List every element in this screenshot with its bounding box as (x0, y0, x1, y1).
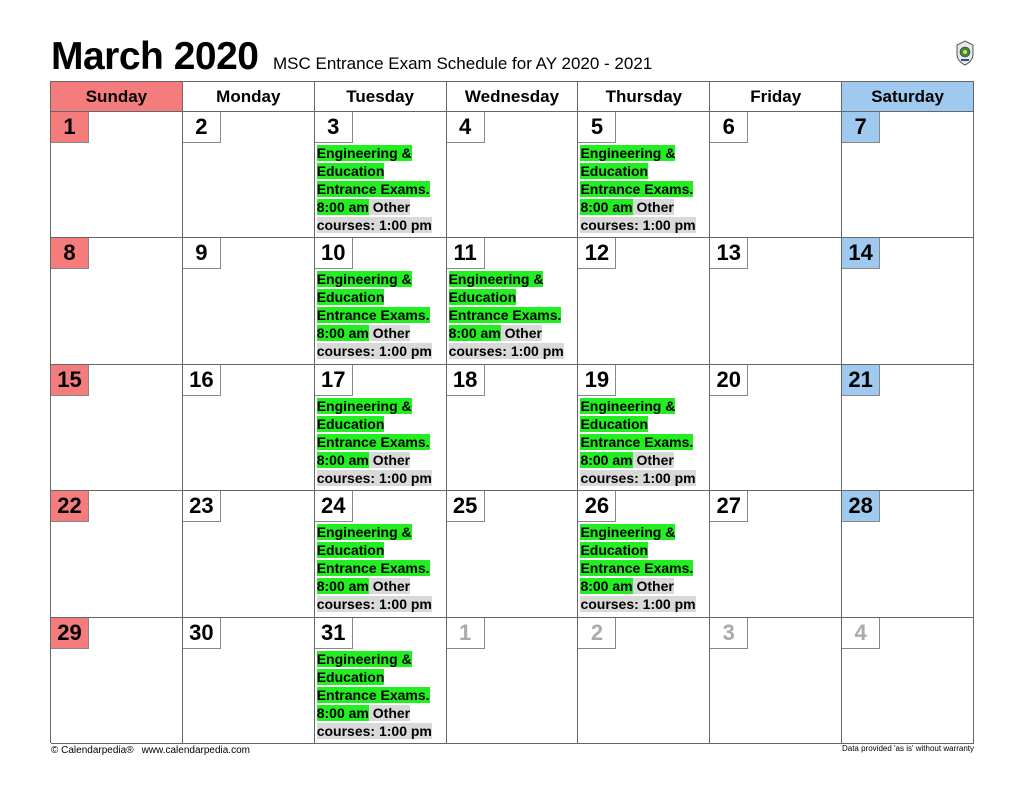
event-line (580, 162, 710, 180)
event-line (449, 342, 579, 360)
day-cell[interactable] (183, 618, 315, 744)
event-line (580, 451, 710, 469)
event-line (317, 469, 447, 487)
event-text: Other (500, 325, 542, 342)
day-cell[interactable] (183, 112, 315, 238)
event-line (317, 433, 447, 451)
day-number: 31 (315, 618, 353, 649)
calendar-header (51, 36, 975, 78)
exam-event (317, 144, 447, 234)
schedule-subtitle: MSC Entrance Exam Schedule for AY 2020 - 2021 (273, 54, 653, 73)
copyright-text: © Calendarpedia® (51, 745, 134, 756)
day-number: 5 (578, 112, 616, 143)
weekday-header-wednesday: Wednesday (447, 82, 579, 112)
exam-event (317, 397, 447, 487)
day-number: 23 (183, 491, 221, 522)
event-text: Entrance Exams. (316, 560, 430, 577)
day-cell[interactable] (842, 112, 974, 238)
event-line (580, 577, 710, 595)
event-text: Other (368, 199, 411, 215)
week-row (51, 238, 974, 364)
event-text: courses: 1:00 pm (580, 469, 696, 486)
event-text: Engineering & (316, 145, 412, 161)
exam-event (317, 650, 447, 740)
event-text: Education (580, 542, 649, 559)
event-text: courses: 1:00 pm (316, 469, 432, 486)
day-cell[interactable] (578, 491, 710, 617)
day-number: 20 (710, 365, 748, 396)
day-cell[interactable] (315, 365, 447, 491)
day-cell[interactable] (710, 365, 842, 491)
event-text: Engineering & (316, 397, 412, 414)
event-line (317, 415, 447, 433)
day-number: 17 (315, 365, 353, 396)
event-line (317, 451, 447, 469)
event-text: Entrance Exams. (580, 181, 694, 197)
day-number: 2 (578, 618, 616, 649)
exam-event (580, 397, 710, 487)
event-text: Other (368, 325, 411, 342)
day-number: 15 (51, 365, 89, 396)
day-cell[interactable] (51, 365, 183, 491)
day-number: 24 (315, 491, 353, 522)
event-text: Engineering & (316, 271, 412, 288)
event-text: courses: 1:00 pm (316, 596, 432, 613)
day-number: 7 (842, 112, 880, 143)
day-cell[interactable] (842, 618, 974, 744)
day-number: 25 (447, 491, 485, 522)
event-line (317, 216, 447, 234)
event-line (317, 541, 447, 559)
day-cell[interactable] (842, 491, 974, 617)
day-cell[interactable] (578, 238, 710, 364)
event-line (580, 523, 710, 541)
event-line (317, 397, 447, 415)
event-text: Engineering & (580, 397, 676, 414)
day-cell[interactable] (315, 491, 447, 617)
event-line (317, 144, 447, 162)
event-text: Other (632, 451, 674, 468)
event-line (449, 270, 579, 288)
month-title: March 2020 (51, 35, 259, 78)
warranty-disclaimer: Data provided 'as is' without warranty (841, 744, 974, 753)
event-line (317, 306, 447, 324)
event-text: Education (580, 415, 649, 432)
event-text: Entrance Exams. (580, 560, 694, 577)
day-number: 16 (183, 365, 221, 396)
event-text: Entrance Exams. (316, 181, 430, 197)
day-number: 19 (578, 365, 616, 396)
event-line (317, 686, 447, 704)
event-line (580, 433, 710, 451)
event-line (580, 469, 710, 487)
event-text: 8:00 am (316, 578, 369, 595)
event-line (580, 559, 710, 577)
day-cell[interactable] (315, 618, 447, 744)
exam-event (317, 270, 447, 360)
event-line (580, 415, 710, 433)
event-text: Education (448, 289, 517, 306)
day-number: 18 (447, 365, 485, 396)
day-cell[interactable] (447, 365, 579, 491)
event-text: courses: 1:00 pm (316, 722, 432, 739)
day-cell[interactable] (183, 238, 315, 364)
event-line (317, 270, 447, 288)
event-text: Education (316, 289, 385, 306)
event-text: Engineering & (580, 145, 676, 161)
event-text: Other (632, 199, 674, 215)
event-text: 8:00 am (316, 199, 369, 215)
website-link[interactable]: www.calendarpedia.com (141, 745, 250, 756)
day-cell[interactable] (578, 112, 710, 238)
day-number: 3 (710, 618, 748, 649)
day-cell[interactable] (447, 491, 579, 617)
event-text: 8:00 am (580, 199, 633, 215)
event-text: Education (316, 415, 385, 432)
event-text: Education (580, 163, 649, 179)
day-number: 28 (842, 491, 880, 522)
day-number: 30 (183, 618, 221, 649)
day-number: 10 (315, 238, 353, 269)
day-number: 11 (447, 238, 485, 269)
event-text: Other (368, 704, 411, 721)
event-line (449, 288, 579, 306)
event-line (580, 595, 710, 613)
day-cell[interactable] (447, 618, 579, 744)
event-text: courses: 1:00 pm (580, 217, 696, 233)
day-number: 14 (842, 238, 880, 269)
day-number: 27 (710, 491, 748, 522)
event-text: Education (316, 668, 385, 685)
event-text: 8:00 am (580, 578, 633, 595)
event-text: courses: 1:00 pm (316, 217, 432, 233)
exam-event (449, 270, 579, 360)
event-text: courses: 1:00 pm (448, 343, 564, 360)
event-text: 8:00 am (580, 451, 633, 468)
day-number: 1 (51, 112, 89, 143)
day-cell[interactable] (842, 238, 974, 364)
day-number: 21 (842, 365, 880, 396)
week-row (51, 112, 974, 238)
day-cell[interactable] (710, 491, 842, 617)
day-cell[interactable] (315, 112, 447, 238)
event-line (317, 577, 447, 595)
day-number: 6 (710, 112, 748, 143)
calendar-weeks (51, 112, 974, 744)
event-line (317, 668, 447, 686)
calendar-grid (50, 81, 974, 743)
event-line (317, 342, 447, 360)
day-cell[interactable] (315, 238, 447, 364)
event-text: Entrance Exams. (448, 307, 562, 324)
day-number: 26 (578, 491, 616, 522)
day-cell[interactable] (183, 491, 315, 617)
event-line (317, 595, 447, 613)
event-line (317, 559, 447, 577)
weekday-header-sunday: Sunday (51, 82, 183, 112)
event-text: Engineering & (448, 271, 544, 288)
day-cell[interactable] (578, 618, 710, 744)
week-row (51, 365, 974, 491)
event-line (449, 306, 579, 324)
day-cell[interactable] (710, 238, 842, 364)
event-text: Other (632, 578, 674, 595)
event-line (317, 180, 447, 198)
event-line (317, 288, 447, 306)
week-row (51, 491, 974, 617)
day-number: 29 (51, 618, 89, 649)
event-line (580, 216, 710, 234)
day-number: 2 (183, 112, 221, 143)
day-number: 8 (51, 238, 89, 269)
event-line (580, 198, 710, 216)
day-cell[interactable] (447, 112, 579, 238)
event-line (317, 162, 447, 180)
day-number: 4 (842, 618, 880, 649)
day-cell[interactable] (447, 238, 579, 364)
event-line (317, 650, 447, 668)
event-text: Other (368, 578, 411, 595)
weekday-header-row (51, 82, 974, 112)
event-text: 8:00 am (316, 325, 369, 342)
event-line (580, 541, 710, 559)
event-line (317, 722, 447, 740)
event-text: Other (368, 451, 411, 468)
event-text: courses: 1:00 pm (580, 596, 696, 613)
week-row (51, 618, 974, 744)
event-text: Engineering & (316, 524, 412, 541)
day-number: 13 (710, 238, 748, 269)
footer-credits (51, 745, 250, 757)
event-line (317, 523, 447, 541)
event-line (449, 324, 579, 342)
day-number: 1 (447, 618, 485, 649)
day-number: 3 (315, 112, 353, 143)
event-text: Entrance Exams. (316, 307, 430, 324)
day-number: 12 (578, 238, 616, 269)
event-text: Education (316, 542, 385, 559)
day-cell[interactable] (710, 618, 842, 744)
event-text: 8:00 am (316, 704, 369, 721)
exam-event (580, 523, 710, 613)
day-cell[interactable] (51, 238, 183, 364)
event-line (317, 198, 447, 216)
event-line (580, 397, 710, 415)
event-line (317, 324, 447, 342)
day-cell[interactable] (842, 365, 974, 491)
exam-event (580, 144, 710, 234)
event-line (580, 180, 710, 198)
event-text: Entrance Exams. (580, 433, 694, 450)
weekday-header-saturday: Saturday (842, 82, 974, 112)
weekday-header-monday: Monday (183, 82, 315, 112)
day-number: 4 (447, 112, 485, 143)
weekday-header-friday: Friday (710, 82, 842, 112)
event-line (317, 704, 447, 722)
exam-event (317, 523, 447, 613)
day-cell[interactable] (51, 112, 183, 238)
event-text: 8:00 am (316, 451, 369, 468)
day-cell[interactable] (578, 365, 710, 491)
day-cell[interactable] (51, 491, 183, 617)
event-text: Engineering & (316, 650, 412, 667)
day-number: 22 (51, 491, 89, 522)
day-cell[interactable] (183, 365, 315, 491)
day-cell[interactable] (51, 618, 183, 744)
day-number: 9 (183, 238, 221, 269)
school-seal-icon (955, 40, 975, 66)
event-text: Entrance Exams. (316, 686, 430, 703)
event-text: Entrance Exams. (316, 433, 430, 450)
event-text: Engineering & (580, 524, 676, 541)
event-text: courses: 1:00 pm (316, 343, 432, 360)
weekday-header-tuesday: Tuesday (315, 82, 447, 112)
event-text: 8:00 am (448, 325, 501, 342)
event-line (580, 144, 710, 162)
weekday-header-thursday: Thursday (578, 82, 710, 112)
day-cell[interactable] (710, 112, 842, 238)
event-text: Education (316, 163, 385, 179)
